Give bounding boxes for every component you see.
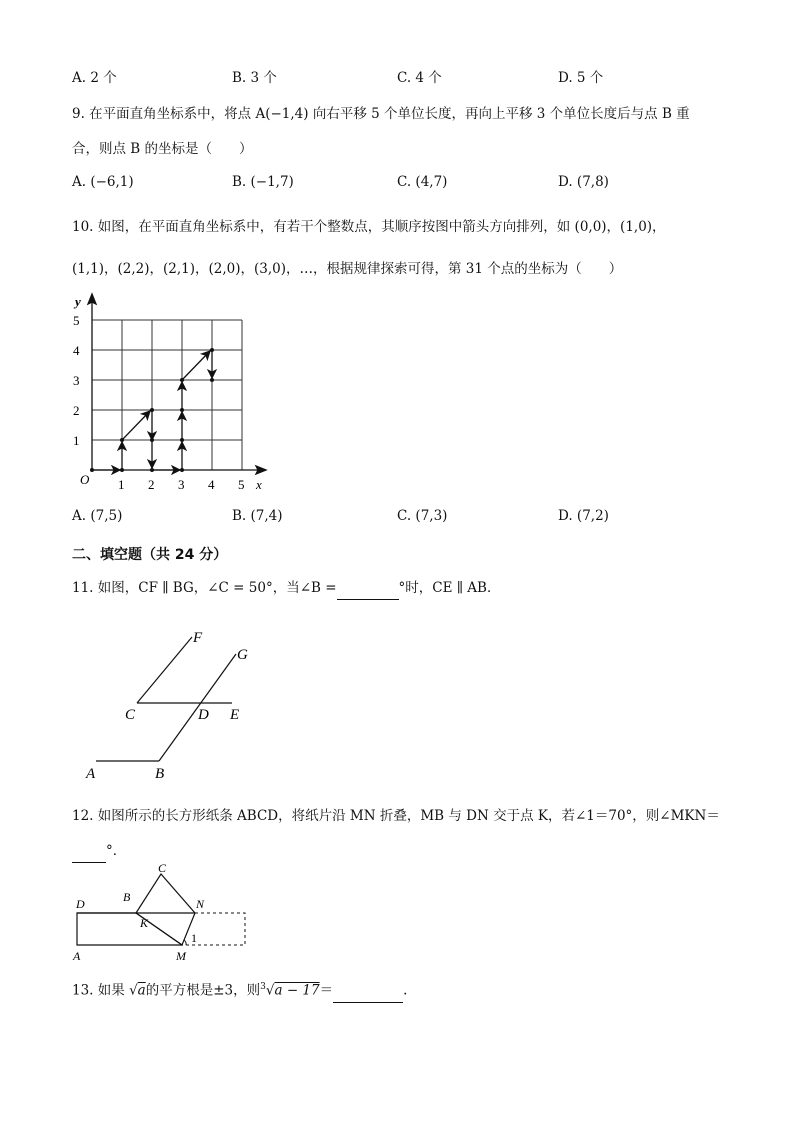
q11-text-before: 11. 如图，CF ∥ BG，∠C = 50°，当∠B = [72, 580, 337, 596]
q12-label-m: M [176, 949, 186, 963]
q10-option-c: C. (7,3) [397, 508, 448, 524]
q10-text-line2: (1,1)，(2,2)，(2,1)，(2,0)，(3,0)，…，根据规律探索可得，第 31 个点的坐标为（ ） [72, 261, 623, 277]
q12-label-d: D [76, 897, 85, 911]
q11-text-after: °时，CE ∥ AB． [398, 580, 501, 596]
q10-coordinate-figure [70, 290, 280, 495]
q10-option-a: A. (7,5) [72, 508, 123, 524]
q10-text-line1: 10. 如图，在平面直角坐标系中，有若干个整数点，其顺序按图中箭头方向排列，如 (0,0)，(1,0)， [72, 219, 666, 235]
q12-label-1: 1 [191, 931, 197, 945]
q13-middle: 的平方根是±3，则 [145, 982, 261, 999]
y-tick-label: 2 [73, 403, 80, 418]
q10-options [72, 508, 752, 530]
x-tick-label: 3 [178, 477, 185, 492]
x-tick-label: 1 [118, 477, 125, 492]
q13-suffix: ＝ [319, 982, 334, 999]
x-axis-arrow-icon [256, 466, 266, 474]
q12-folded-strip-figure [70, 860, 255, 965]
y-axis-arrow-icon [88, 294, 96, 304]
q13-answer-blank[interactable] [333, 980, 403, 1003]
q11-label-c: C [125, 707, 136, 723]
q9-option-c: C. (4,7) [397, 174, 448, 190]
q10-y-ticks [73, 313, 80, 448]
q11-label-a: A [86, 766, 96, 782]
q11-text [72, 577, 500, 600]
q10-x-axis-label: x [256, 477, 262, 492]
q12-text-after: °． [106, 843, 127, 859]
q13-radicand: a [137, 982, 146, 999]
y-tick-label: 4 [73, 343, 80, 358]
q12-label-n: N [196, 897, 205, 911]
q8-option-b: B. 3 个 [232, 70, 277, 86]
x-tick-label: 2 [148, 477, 155, 492]
y-tick-label: 1 [73, 433, 80, 448]
q12-text-line1: 12. 如图所示的长方形纸条 ABCD，将纸片沿 MN 折叠，MB 与 DN 交于点 K，若∠1＝70°，则∠MKN＝ [72, 808, 720, 824]
section-title: 二、填空题（共 24 分） [72, 547, 228, 563]
q8-option-c: C. 4 个 [397, 70, 442, 86]
q11-label-b: B [155, 766, 165, 782]
q13-prefix: 13. 如果 [72, 982, 125, 999]
q9-option-d: D. (7,8) [558, 174, 609, 190]
sqrt-icon: √ [129, 982, 138, 999]
q12-label-k: K [140, 916, 149, 930]
q11-label-f: F [193, 630, 203, 646]
q12-label-c: C [158, 861, 167, 875]
q11-answer-blank[interactable] [337, 577, 399, 600]
q9-options [72, 174, 752, 196]
q13-cube-radicand: a − 17 [274, 982, 320, 999]
q11-label-e: E [230, 707, 240, 723]
q9-text-line1: 9. 在平面直角坐标系中，将点 A(−1,4) 向右平移 5 个单位长度，再向上平移 3 个单位长度后与点 B 重 [72, 106, 690, 122]
q8-option-d: D. 5 个 [558, 70, 604, 86]
sqrt-icon: √ [265, 982, 275, 999]
q10-axes [88, 294, 266, 474]
x-tick-label: 5 [238, 477, 245, 492]
q11-label-d: D [198, 707, 209, 723]
y-tick-label: 3 [73, 373, 80, 388]
q10-origin-label: O [80, 472, 90, 487]
q9-option-a: A. (−6,1) [72, 174, 134, 190]
q10-y-axis-label: y [75, 294, 81, 309]
q9-option-b: B. (−1,7) [232, 174, 294, 190]
q12-label-a: A [73, 949, 81, 963]
q10-option-d: D. (7,2) [558, 508, 609, 524]
q8-option-a: A. 2 个 [72, 70, 117, 86]
q13-text [72, 976, 407, 1003]
q10-x-ticks [118, 477, 245, 492]
q13-end: . [403, 982, 408, 999]
q12-angle-mark [184, 940, 186, 945]
x-tick-label: 4 [208, 477, 215, 492]
q9-text-line2: 合，则点 B 的坐标是（ ） [72, 141, 253, 157]
q8-options [72, 66, 752, 88]
q11-label-g: G [237, 647, 248, 663]
q10-option-b: B. (7,4) [232, 508, 283, 524]
q11-parallel-lines-figure [80, 622, 280, 784]
y-tick-label: 5 [73, 313, 80, 328]
q13-cube-index: 3 [260, 982, 266, 992]
q10-grid [92, 320, 242, 470]
q12-label-b: B [123, 890, 131, 904]
